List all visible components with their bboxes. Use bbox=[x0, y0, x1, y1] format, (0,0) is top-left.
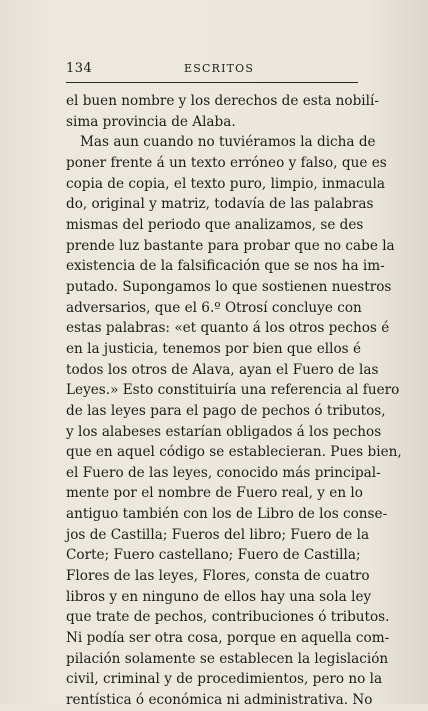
text-line: civil, criminal y de procedimientos, pero no la bbox=[66, 671, 383, 688]
text-line: mente por el nombre de Fuero real, y en lo bbox=[66, 485, 363, 502]
running-head: ESCRITOS bbox=[184, 62, 255, 75]
page-number: 134 bbox=[66, 61, 93, 76]
text-line: Mas aun cuando no tuviéramos la dicha de bbox=[80, 134, 376, 151]
text-line: todos los otros de Alava, ayan el Fuero de las bbox=[66, 361, 379, 378]
text-line: el Fuero de las leyes, conocido más principal- bbox=[66, 464, 381, 481]
text-line: Corte; Fuero castellano; Fuero de Castilla; bbox=[66, 547, 361, 564]
text-line: de las leyes para el pago de pechos ó tributos, bbox=[66, 402, 386, 419]
text-line: pilación solamente se establecen la legislación bbox=[66, 650, 389, 667]
text-line: mismas del periodo que analizamos, se des bbox=[66, 216, 364, 233]
text-line: y los alabeses estarían obligados á los pechos bbox=[66, 423, 382, 440]
text-line: do, original y matriz, todavía de las palabras bbox=[66, 196, 374, 213]
text-line: putado. Supongamos lo que sostienen nuestros bbox=[66, 278, 392, 295]
text-line: Flores de las leyes, Flores, consta de cuatro bbox=[66, 568, 370, 585]
text-line: sima provincia de Alaba. bbox=[66, 113, 236, 130]
text-line: que en aquel código se establecieran. Pues bien, bbox=[66, 444, 402, 461]
text-line: en la justicia, tenemos por bien que ellos é bbox=[66, 340, 362, 357]
text-line: estas palabras: «et quanto á los otros pechos é bbox=[66, 320, 390, 337]
text-line: jos de Castilla; Fueros del libro; Fuero de la bbox=[66, 526, 370, 543]
text-line: que trate de pechos, contribuciones ó tributos. bbox=[66, 609, 390, 626]
text-line: Ni podía ser otra cosa, porque en aquella com- bbox=[66, 630, 390, 647]
body-text bbox=[66, 91, 402, 711]
header-rule bbox=[66, 82, 358, 83]
page-header bbox=[66, 61, 358, 81]
text-line: poner frente á un texto erróneo y falso, que es bbox=[66, 154, 387, 171]
text-line: rentística ó económica ni administrativa. No bbox=[66, 692, 373, 709]
text-line: libros y en ninguno de ellos hay una sola ley bbox=[66, 588, 372, 605]
text-line: prende luz bastante para probar que no cabe la bbox=[66, 237, 395, 254]
text-line: copia de copia, el texto puro, limpio, inmacula bbox=[66, 175, 385, 192]
text-line: existencia de la falsificación que se nos ha im- bbox=[66, 258, 385, 275]
text-line: Leyes.» Esto constituiría una referencia al fuero bbox=[66, 382, 400, 399]
text-line: el buen nombre y los derechos de esta nobilí- bbox=[66, 93, 379, 109]
text-line: antiguo también con los de Libro de los conse- bbox=[66, 506, 388, 523]
text-line: adversarios, que el 6.º Otrosí concluye con bbox=[66, 299, 362, 316]
